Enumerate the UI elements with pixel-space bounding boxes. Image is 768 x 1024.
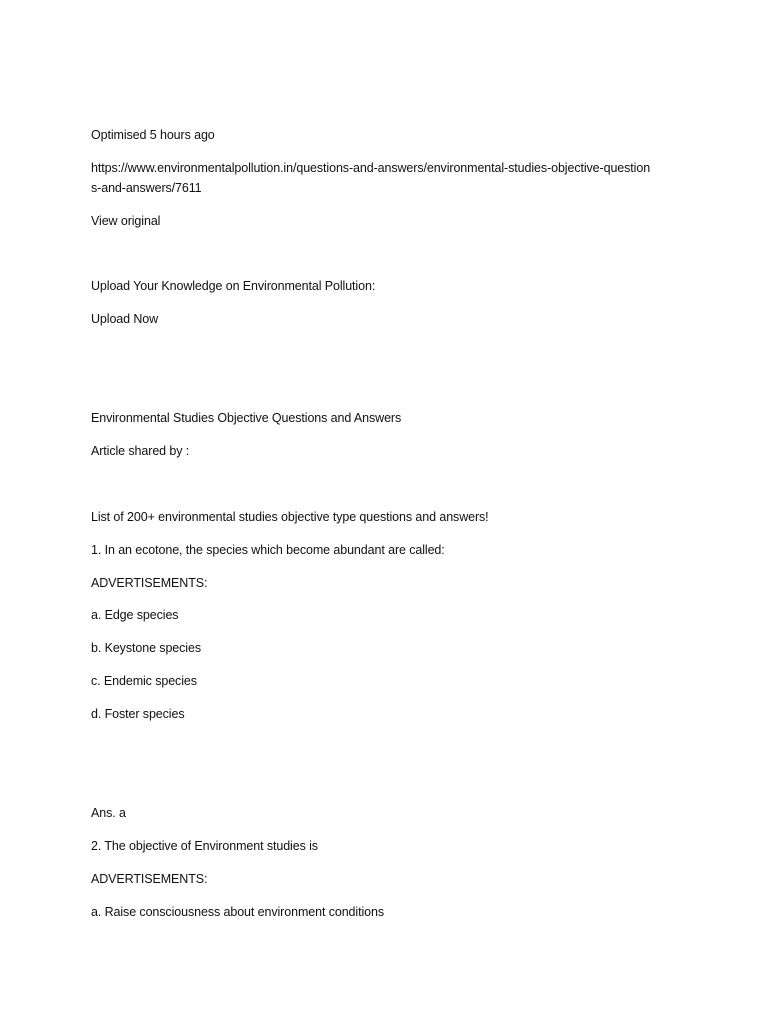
question-1-option-a: a. Edge species: [91, 608, 179, 622]
question-2: 2. The objective of Environment studies is: [91, 839, 318, 853]
question-1: 1. In an ecotone, the species which become abundant are called:: [91, 543, 445, 557]
article-title: Environmental Studies Objective Questions and Answers: [91, 411, 402, 425]
article-intro: List of 200+ environmental studies objective type questions and answers!: [91, 510, 489, 524]
source-url[interactable]: https://www.environmentalpollution.in/questions-and-answers/environmental-studies-objective-questions-and-answers/7611: [91, 161, 651, 195]
question-1-option-c: c. Endemic species: [91, 674, 197, 688]
ad-label-1: ADVERTISEMENTS:: [91, 576, 208, 590]
article-shared-by: Article shared by :: [91, 444, 190, 458]
question-2-option-a: a. Raise consciousness about environment conditions: [91, 905, 384, 919]
question-1-option-b: b. Keystone species: [91, 641, 201, 655]
upload-prompt: Upload Your Knowledge on Environmental Pollution:: [91, 279, 376, 293]
upload-now-link[interactable]: Upload Now: [91, 312, 159, 326]
question-1-answer: Ans. a: [91, 806, 126, 820]
ad-label-2: ADVERTISEMENTS:: [91, 872, 208, 886]
view-original-link[interactable]: View original: [91, 214, 161, 228]
question-1-option-d: d. Foster species: [91, 707, 185, 721]
optimised-timestamp: Optimised 5 hours ago: [91, 128, 215, 142]
